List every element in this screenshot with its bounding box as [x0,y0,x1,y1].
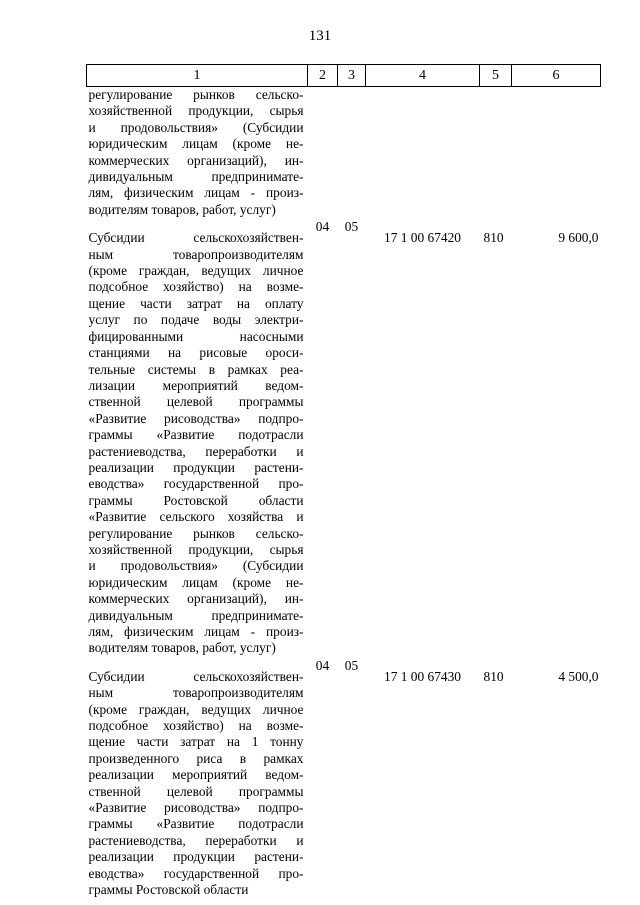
description-line: (кроме граждан, ведущих личное [88,701,304,717]
description-line: хозяйственной продукции, сырья [88,103,304,119]
description-line: граммы Ростовской области [88,882,249,898]
description-line: лям, физическим лицам - произ- [88,624,304,639]
description-line: фицированными насосными [88,328,304,344]
description-line: станциями на рисовые ороси- [88,345,304,361]
description-line: еводства» государственной про- [88,476,304,492]
section-code: 04 [315,219,330,235]
description-line: ственной целевой программы [88,783,304,799]
description-line: лям, физическим лицам - произ- [88,185,304,201]
amount [512,87,601,219]
expense-type-code: 810 [483,230,504,246]
column-header-3: 3 [338,65,366,87]
description-line: реализации продукции растени- [88,849,304,865]
description-line: Субсидии сельскохозяйствен- [88,668,304,684]
table-row [87,218,601,657]
description-line: дивидуальным предпринимате- [88,607,304,623]
column-header-5: 5 [480,65,512,87]
subsection-code: 05 [344,219,359,235]
row-description [87,87,308,219]
description-line: услуг по подаче воды электри- [88,312,304,328]
table-row [87,87,601,219]
description-line: хозяйственной продукции, сырья [88,541,304,557]
description-line: «Развитие рисоводства» подпро- [88,800,304,816]
expense-type-code: 810 [483,668,504,684]
page-number: 131 [308,28,332,44]
column-header-1: 1 [87,65,308,87]
description-line: дивидуальным предпринимате- [88,169,304,185]
subsection-code [338,87,366,219]
description-line: граммы Ростовской области [88,492,304,508]
description-line: «Развитие сельского хозяйства и [88,509,304,525]
description-line: водителям товаров, работ, услуг) [88,201,276,217]
description-line: «Развитие рисоводства» подпро- [88,410,304,426]
description-line: коммерческих организаций), ин- [88,591,304,607]
row-description [87,218,308,657]
description-line: подсобное хозяйство) на возме- [88,279,304,295]
description-line: (кроме граждан, ведущих личное [88,263,304,279]
expense-type-code [480,87,512,219]
description-line: подсобное хозяйство) на возме- [88,718,304,734]
description-line: коммерческих организаций), ин- [88,152,304,168]
description-line: и продовольствия» (Субсидии [88,558,304,574]
column-number-row [87,65,601,87]
description-line: Субсидии сельскохозяйствен- [88,230,304,246]
description-line: ным товаропроизводителям [88,246,304,262]
description-line: регулирование рынков сельско- [88,525,304,541]
description-line: растениеводства, переработки и [88,832,304,848]
description-line: и продовольствия» (Субсидии [88,119,304,135]
target-article-code [366,87,480,219]
description-line: растениеводства, переработки и [88,443,304,459]
description-line: граммы «Развитие подотрасли [88,427,304,443]
target-article-code: 17 1 00 67430 [384,668,461,684]
description-line: произведенного риса в рамках [88,750,304,766]
description-line: тельные системы в рамках реа- [88,361,304,377]
description-line: юридическим лицам (кроме не- [88,574,304,590]
description-line: регулирование рынков сельско- [88,87,304,102]
subsection-code: 05 [344,657,359,673]
description-line: ственной целевой программы [88,394,304,410]
description-line: ным товаропроизводителям [88,685,304,701]
description-line: лизации мероприятий ведом- [88,377,304,393]
row-description [87,657,308,899]
amount: 4 500,0 [558,668,599,684]
amount: 9 600,0 [558,230,599,246]
description-line: юридическим лицам (кроме не- [88,136,304,152]
column-header-6: 6 [512,65,601,87]
section-code [308,87,338,219]
description-line: щение части затрат на 1 тонну [88,734,304,750]
description-line: реализации продукции растени- [88,459,304,475]
description-line: щение части затрат на оплату [88,295,304,311]
target-article-code: 17 1 00 67420 [384,230,461,246]
column-header-4: 4 [366,65,480,87]
description-line: реализации мероприятий ведом- [88,767,304,783]
description-line: еводства» государственной про- [88,865,304,881]
table-row [87,657,601,899]
description-line: водителям товаров, работ, услуг) [88,640,276,656]
description-line: граммы «Развитие подотрасли [88,816,304,832]
section-code: 04 [315,657,330,673]
column-header-2: 2 [308,65,338,87]
budget-table [86,64,601,899]
